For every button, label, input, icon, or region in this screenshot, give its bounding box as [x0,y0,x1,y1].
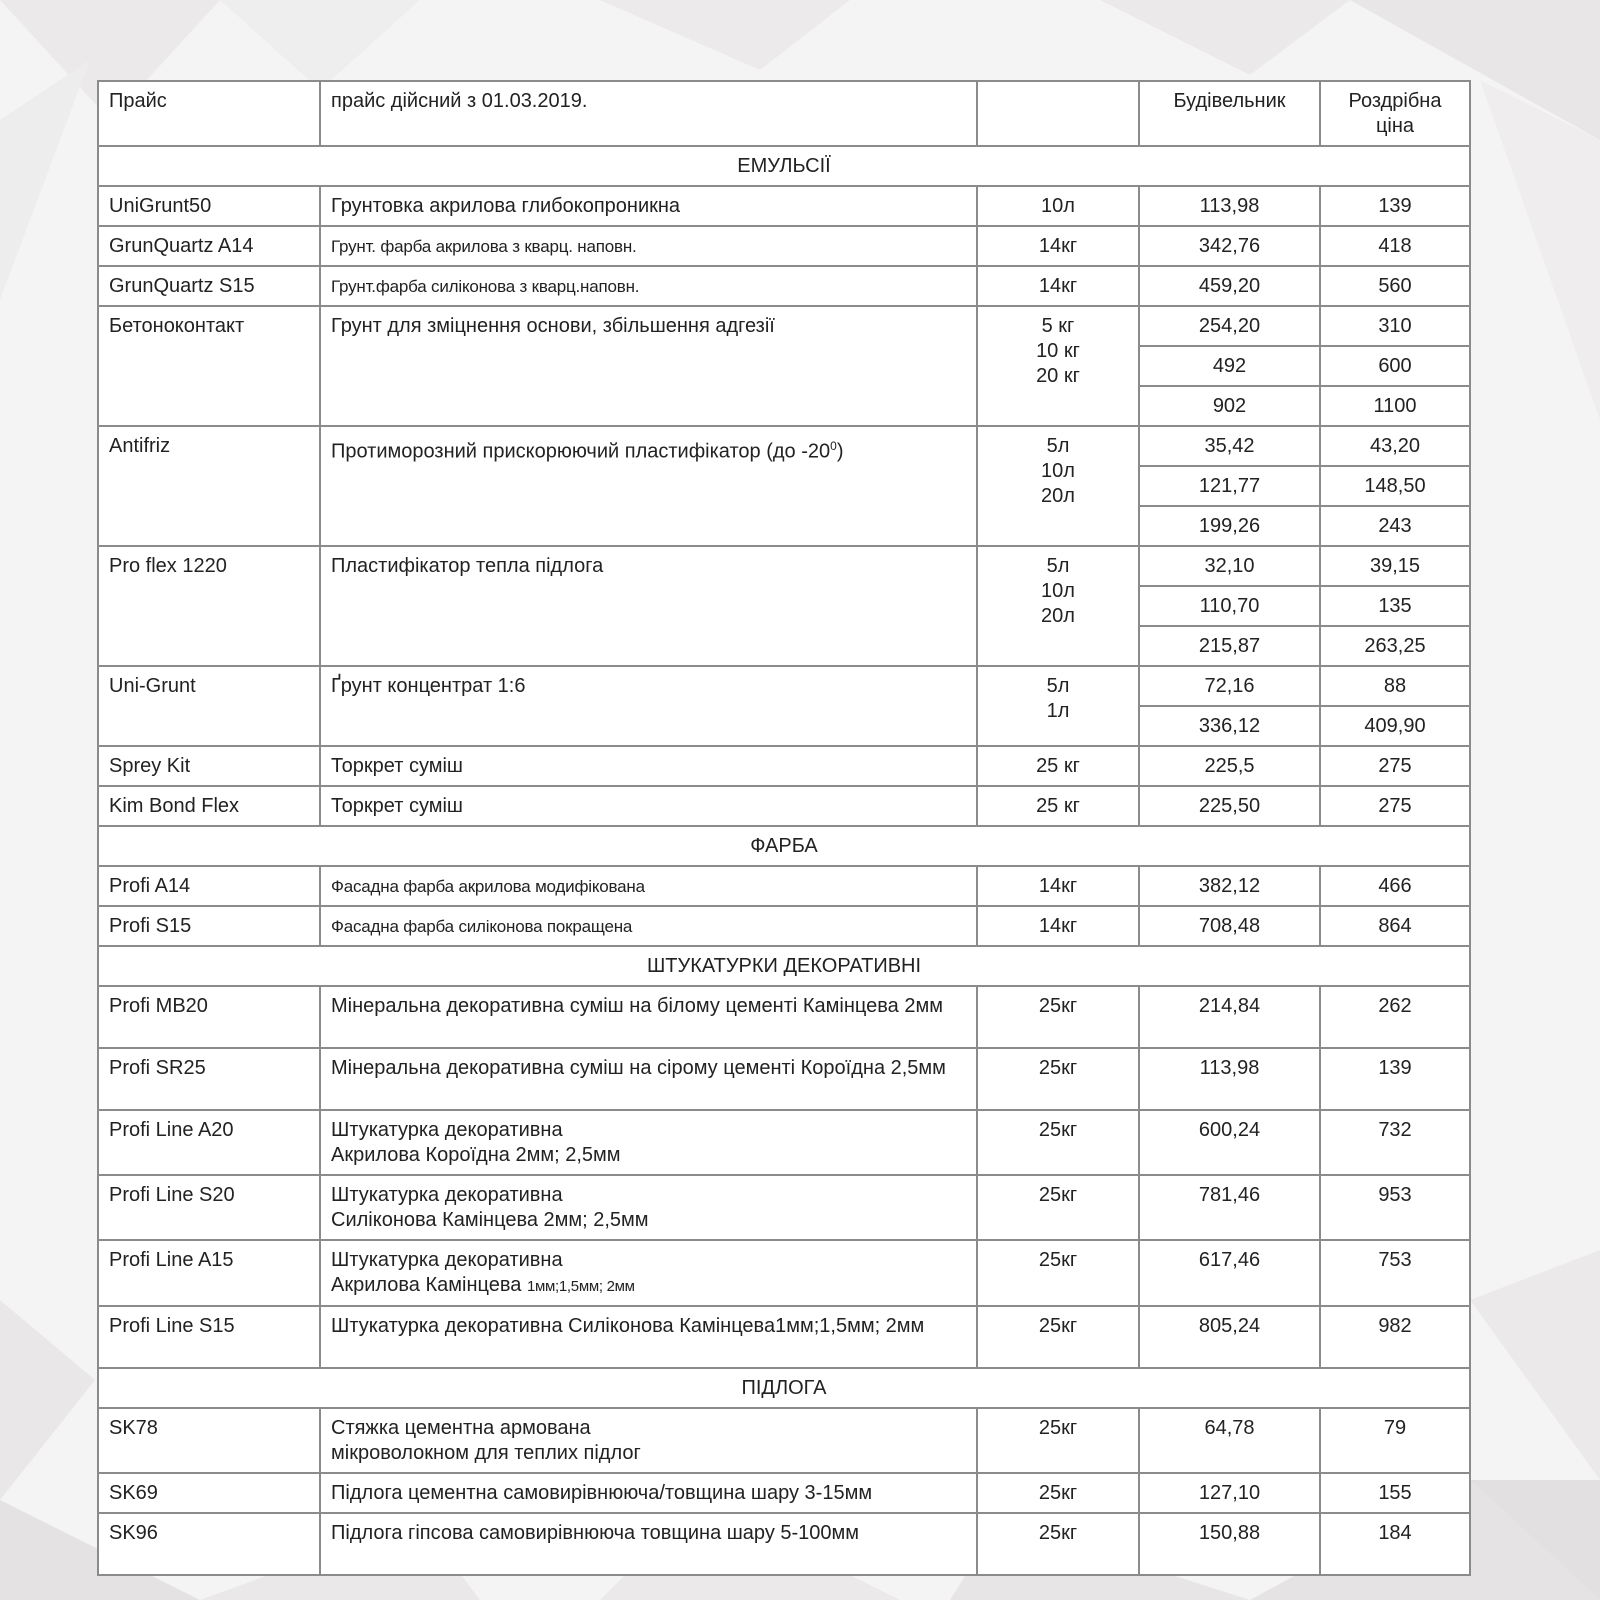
header-pack-column [977,81,1139,146]
product-description [320,1408,977,1473]
retail-price: 79 [1320,1408,1470,1473]
retail-price: 982 [1320,1306,1470,1368]
table-row [98,786,1470,826]
table-row [98,666,1470,706]
pack-size-value: 5л [1046,675,1070,697]
retail-price: 262 [1320,986,1470,1048]
builder-price: 600,24 [1139,1110,1320,1175]
pack-size [977,1306,1139,1368]
retail-price: 275 [1320,746,1470,786]
product-name: Pro flex 1220 [98,546,320,666]
description-line-1: Штукатурка декоративна [331,1119,563,1141]
builder-price: 459,20 [1139,266,1320,306]
table-row [98,866,1470,906]
pack-size-value: 14кг [1038,915,1078,937]
pack-size-value: 5л [1046,555,1070,577]
pack-size-value: 14кг [1038,275,1078,297]
builder-price: 805,24 [1139,1306,1320,1368]
pack-size-value: 25кг [1038,1057,1078,1079]
pack-size-value: 25 кг [1036,755,1080,777]
description-line-2-text: мікроволокном для теплих підлог [331,1442,641,1464]
retail-price: 275 [1320,786,1470,826]
pack-size-value: 10л [1041,580,1075,602]
product-name: Profi MB20 [98,986,320,1048]
header-builder-price: Будівельник [1139,81,1320,146]
pack-size [977,266,1139,306]
table-row [98,1175,1470,1240]
retail-price: 409,90 [1320,706,1470,746]
pack-size [977,1513,1139,1575]
builder-price: 902 [1139,386,1320,426]
pack-size [977,226,1139,266]
description-text: Ґрунт концентрат 1:6 [331,675,526,697]
builder-price: 199,26 [1139,506,1320,546]
product-name: Uni-Grunt [98,666,320,746]
description-text: Фасадна фарба акрилова модифікована [331,877,645,896]
product-description [320,1306,977,1368]
builder-price: 492 [1139,346,1320,386]
pack-size-value: 5л [1046,435,1070,457]
pack-size-value: 25кг [1038,1482,1078,1504]
section-title: ФАРБА [98,826,1470,866]
product-name: Profi Line S15 [98,1306,320,1368]
description-line-1: Стяжка цементна армована [331,1417,591,1439]
table-row [98,746,1470,786]
pack-size-value: 25кг [1038,995,1078,1017]
product-description [320,546,977,666]
description-text: Торкрет суміш [331,795,463,817]
pack-size-value: 25кг [1038,1184,1078,1206]
pack-size-value: 25кг [1038,1315,1078,1337]
table-row [98,186,1470,226]
price-list-sheet [97,80,1469,1576]
table-row [98,1408,1470,1473]
retail-price: 139 [1320,186,1470,226]
table-row [98,1110,1470,1175]
product-description [320,306,977,426]
product-name: GrunQuartz A14 [98,226,320,266]
header-retail-line1: Роздрібна [1348,90,1442,112]
product-name: Profi S15 [98,906,320,946]
header-price-label: Прайс [98,81,320,146]
product-name: Kim Bond Flex [98,786,320,826]
product-description [320,1048,977,1110]
product-description [320,266,977,306]
pack-size-value: 20л [1041,485,1075,507]
table-row [98,906,1470,946]
pack-size-value: 1л [1046,700,1070,722]
retail-price: 43,20 [1320,426,1470,466]
section-title: ШТУКАТУРКИ ДЕКОРАТИВНІ [98,946,1470,986]
description-tail: ) [836,440,844,463]
table-row [98,1240,1470,1306]
product-description [320,226,977,266]
pack-size-value: 14кг [1038,235,1078,257]
header-valid-from: прайс дійсний з 01.03.2019. [320,81,977,146]
builder-price: 72,16 [1139,666,1320,706]
product-name: Sprey Kit [98,746,320,786]
retail-price: 753 [1320,1240,1470,1306]
pack-size [977,1240,1139,1306]
retail-price: 418 [1320,226,1470,266]
pack-size-value: 25 кг [1036,795,1080,817]
pack-size [977,666,1139,746]
retail-price: 148,50 [1320,466,1470,506]
table-header-row [98,81,1470,146]
retail-price: 466 [1320,866,1470,906]
pack-size [977,426,1139,546]
header-retail-line2: ціна [1375,115,1415,137]
table-row [98,986,1470,1048]
description-line-2 [331,1273,966,1299]
table-row [98,226,1470,266]
description-line-2-text: Акрилова Короїдна 2мм; 2,5мм [331,1144,621,1166]
product-description [320,186,977,226]
builder-price: 64,78 [1139,1408,1320,1473]
product-name: SK78 [98,1408,320,1473]
table-row [98,1306,1470,1368]
product-name: Profi Line S20 [98,1175,320,1240]
builder-price: 150,88 [1139,1513,1320,1575]
retail-price: 953 [1320,1175,1470,1240]
section-header-row [98,946,1470,986]
section-header-row [98,146,1470,186]
pack-size-value: 20 кг [1036,365,1080,387]
product-name: Profi Line A15 [98,1240,320,1306]
product-description [320,1473,977,1513]
pack-size [977,546,1139,666]
pack-size [977,186,1139,226]
pack-size [977,1048,1139,1110]
pack-size [977,866,1139,906]
description-line-2-text: Силіконова Камінцева 2мм; 2,5мм [331,1209,649,1231]
description-line-2 [331,1441,966,1466]
product-name: Profi Line A20 [98,1110,320,1175]
builder-price: 342,76 [1139,226,1320,266]
builder-price: 225,50 [1139,786,1320,826]
builder-price: 225,5 [1139,746,1320,786]
description-text: Торкрет суміш [331,755,463,777]
pack-size-value: 25кг [1038,1417,1078,1439]
section-header-row [98,826,1470,866]
description-text: Підлога цементна самовирівнююча/товщина шару 3-15мм [331,1482,873,1504]
pack-size [977,306,1139,426]
builder-price: 35,42 [1139,426,1320,466]
description-line-2 [331,1143,966,1168]
product-description [320,1175,977,1240]
description-text: Штукатурка декоративна Силіконова Камінцева1мм;1,5мм; 2мм [331,1315,925,1337]
table-row [98,546,1470,586]
retail-price: 732 [1320,1110,1470,1175]
builder-price: 617,46 [1139,1240,1320,1306]
retail-price: 560 [1320,266,1470,306]
header-retail-price [1320,81,1470,146]
retail-price: 243 [1320,506,1470,546]
pack-size-value: 5 кг [1041,315,1075,337]
pack-size [977,786,1139,826]
description-text: Грунт. фарба акрилова з кварц. наповн. [331,237,637,256]
product-description [320,746,977,786]
table-row [98,1513,1470,1575]
description-text: Фасадна фарба силіконова покращена [331,917,633,936]
pack-size [977,1473,1139,1513]
builder-price: 113,98 [1139,1048,1320,1110]
product-name: SK96 [98,1513,320,1575]
builder-price: 336,12 [1139,706,1320,746]
builder-price: 110,70 [1139,586,1320,626]
description-text: Пластифікатор тепла підлога [331,555,604,577]
product-description [320,426,977,546]
description-line-1: Штукатурка декоративна [331,1249,563,1271]
builder-price: 215,87 [1139,626,1320,666]
table-row [98,266,1470,306]
pack-size-value: 25кг [1038,1522,1078,1544]
builder-price: 32,10 [1139,546,1320,586]
retail-price: 1100 [1320,386,1470,426]
pack-size-value: 14кг [1038,875,1078,897]
pack-size [977,986,1139,1048]
builder-price: 121,77 [1139,466,1320,506]
product-name: UniGrunt50 [98,186,320,226]
section-title: ПІДЛОГА [98,1368,1470,1408]
product-name: SK69 [98,1473,320,1513]
description-size-note: 1мм;1,5мм; 2мм [526,1278,635,1295]
builder-price: 127,10 [1139,1473,1320,1513]
description-text: Мінеральна декоративна суміш на білому цементі Камінцева 2мм [331,995,943,1017]
description-text: Грунт для зміцнення основи, збільшення адгезії [331,315,775,337]
pack-size-value: 10л [1041,460,1075,482]
table-row [98,426,1470,466]
product-description [320,786,977,826]
product-description [320,666,977,746]
description-text: Грунт.фарба силіконова з кварц.наповн. [331,277,640,296]
table-row [98,1048,1470,1110]
product-description [320,1110,977,1175]
builder-price: 254,20 [1139,306,1320,346]
product-description [320,1240,977,1306]
pack-size-value: 10л [1041,195,1075,217]
pack-size [977,1110,1139,1175]
product-name: Antifriz [98,426,320,546]
retail-price: 864 [1320,906,1470,946]
product-description [320,986,977,1048]
retail-price: 139 [1320,1048,1470,1110]
table-row [98,1473,1470,1513]
pack-size [977,746,1139,786]
degree-superscript: 0 [830,439,837,453]
builder-price: 113,98 [1139,186,1320,226]
pack-size-value: 25кг [1038,1249,1078,1271]
description-line-2-text: Акрилова Камінцева [331,1274,527,1296]
product-name: GrunQuartz S15 [98,266,320,306]
description-text: Мінеральна декоративна суміш на сірому цементі Короїдна 2,5мм [331,1057,946,1079]
pack-size-value: 10 кг [1036,340,1080,362]
retail-price: 155 [1320,1473,1470,1513]
table-row [98,306,1470,346]
product-name: Profi SR25 [98,1048,320,1110]
pack-size [977,906,1139,946]
builder-price: 708,48 [1139,906,1320,946]
retail-price: 600 [1320,346,1470,386]
description-line-1: Штукатурка декоративна [331,1184,563,1206]
product-description [320,1513,977,1575]
retail-price: 88 [1320,666,1470,706]
description-text: Грунтовка акрилова глибокопроникна [331,195,681,217]
retail-price: 184 [1320,1513,1470,1575]
description-line-2 [331,1208,966,1233]
builder-price: 382,12 [1139,866,1320,906]
product-name: Бетоноконтакт [98,306,320,426]
product-description [320,866,977,906]
section-header-row [98,1368,1470,1408]
retail-price: 39,15 [1320,546,1470,586]
pack-size [977,1408,1139,1473]
product-name: Profi A14 [98,866,320,906]
section-title: ЕМУЛЬСІЇ [98,146,1470,186]
builder-price: 781,46 [1139,1175,1320,1240]
retail-price: 263,25 [1320,626,1470,666]
pack-size [977,1175,1139,1240]
retail-price: 310 [1320,306,1470,346]
product-description [320,906,977,946]
pack-size-value: 25кг [1038,1119,1078,1141]
builder-price: 214,84 [1139,986,1320,1048]
retail-price: 135 [1320,586,1470,626]
pack-size-value: 20л [1041,605,1075,627]
description-text: Протиморозний прискорюючий пластифікатор (до -20 [331,440,831,463]
description-text: Підлога гіпсова самовирівнююча товщина шару 5-100мм [331,1522,860,1544]
price-table [97,80,1471,1576]
